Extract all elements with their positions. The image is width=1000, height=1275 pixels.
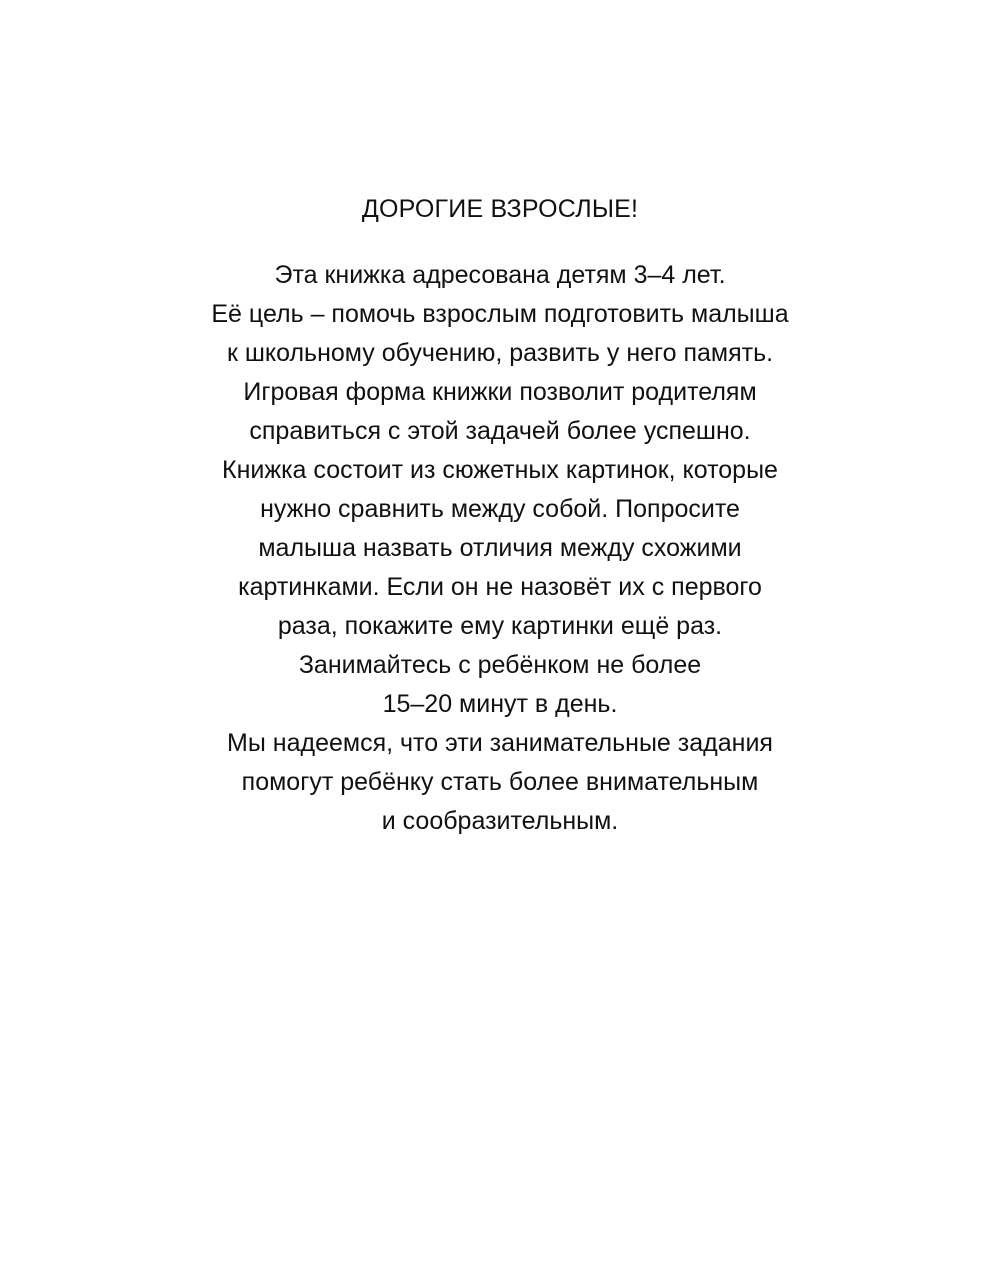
text-line: и сообразительным. bbox=[381, 807, 619, 835]
text-line: картинками. Если он не назовёт их с первого bbox=[238, 573, 762, 601]
text-line: к школьному обучению, развить у него память. bbox=[226, 339, 774, 367]
text-line: Мы надеемся, что эти занимательные задания bbox=[227, 729, 773, 757]
text-line: Её цель – помочь взрослым подготовить малыша bbox=[211, 300, 789, 328]
text-line: 15–20 минут в день. bbox=[382, 690, 618, 718]
text-line: нужно сравнить между собой. Попросите bbox=[260, 495, 740, 523]
body-paragraph bbox=[0, 256, 1000, 841]
text-line: Книжка состоит из сюжетных картинок, которые bbox=[222, 456, 778, 484]
page-title: ДОРОГИЕ ВЗРОСЛЫЕ! bbox=[361, 195, 639, 223]
text-line: Игровая форма книжки позволит родителям bbox=[243, 378, 757, 406]
text-line: малыша назвать отличия между схожими bbox=[258, 534, 742, 562]
text-line: Эта книжка адресована детям 3–4 лет. bbox=[274, 261, 726, 289]
text-line: помогут ребёнку стать более внимательным bbox=[241, 768, 759, 796]
text-line: справиться с этой задачей более успешно. bbox=[249, 417, 751, 445]
text-line: Занимайтесь с ребёнком не более bbox=[298, 651, 702, 679]
text-line: раза, покажите ему картинки ещё раз. bbox=[277, 612, 723, 640]
